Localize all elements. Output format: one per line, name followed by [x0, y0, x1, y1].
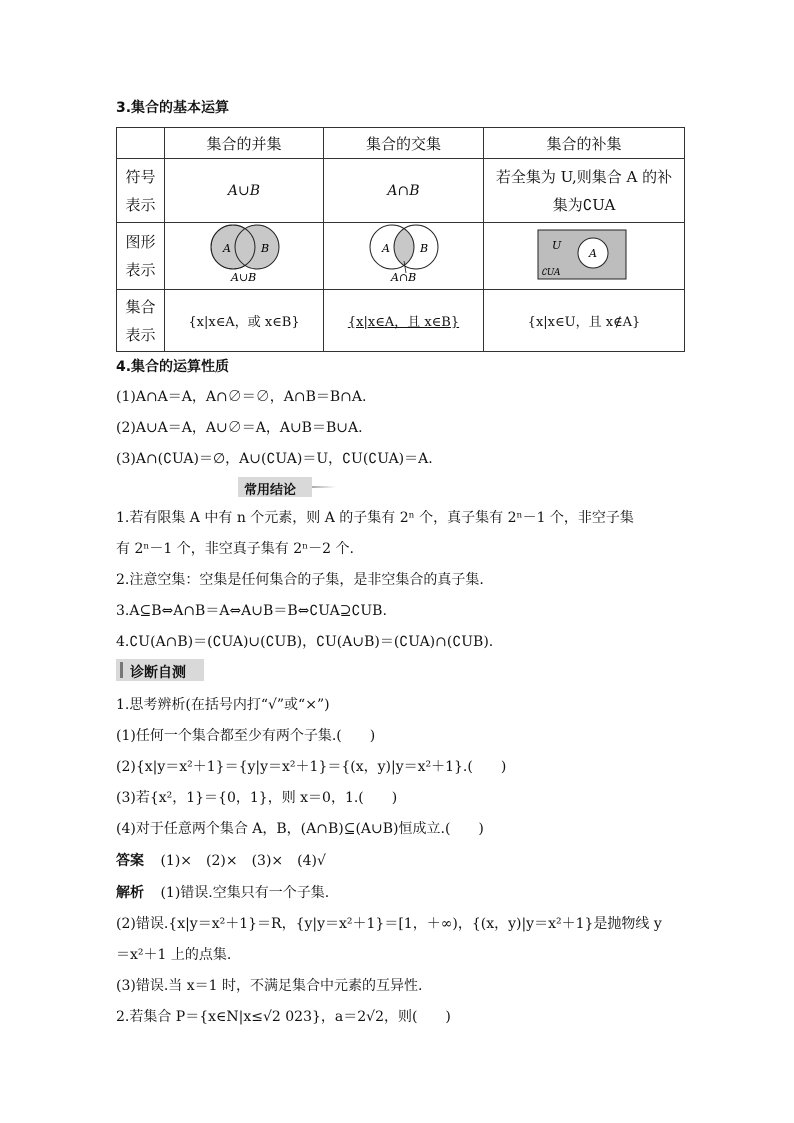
section4-title: 4.集合的运算性质: [116, 359, 230, 375]
question-line: 1.思考辨析(在括号内打“√”或“×”): [116, 697, 330, 713]
intersection-symbol: A∩B: [324, 159, 484, 223]
complement-venn-diagram: [484, 223, 685, 285]
analysis-line: (3)错误.当 x＝1 时，不满足集合中元素的互异性.: [116, 978, 423, 994]
property-line: (2)A∪A＝A，A∪∅＝A，A∪B＝B∪A.: [116, 420, 363, 436]
intersection-venn-diagram: [324, 223, 484, 285]
question-2: 2.若集合 P＝{x∈N|x≤√2 023}，a＝2√2，则( ): [116, 1009, 451, 1025]
union-set-notation: {x|x∈A，或 x∈B}: [165, 290, 324, 352]
header-union: 集合的并集: [165, 128, 324, 159]
tag-divider: [312, 486, 336, 488]
conclusion-line: 1.若有限集 A 中有 n 个元素，则 A 的子集有 2ⁿ 个，真子集有 2ⁿ－1 个，非空子集: [116, 510, 634, 526]
header-complement: 集合的补集: [484, 128, 685, 159]
conclusion-line: 有 2ⁿ－1 个，非空真子集有 2ⁿ－2 个.: [116, 541, 354, 557]
property-line: (3)A∩(∁UA)＝∅，A∪(∁UA)＝U，∁U(∁UA)＝A.: [116, 451, 433, 467]
venn-label-b: B: [420, 242, 429, 255]
question-line: (1)任何一个集合都至少有两个子集.( ): [116, 728, 376, 744]
venn-label-a: A: [223, 242, 231, 255]
intersection-set-notation: {x|x∈A，且 x∈B}: [324, 290, 484, 352]
diagnosis-tag: 诊断自测: [116, 659, 204, 681]
answer-text: (1)× (2)× (3)× (4)√: [160, 853, 326, 869]
analysis-text: (1)错误.空集只有一个子集.: [160, 885, 330, 901]
header-intersection: 集合的交集: [324, 128, 484, 159]
venn-label-a: A: [382, 242, 390, 255]
answer-row: [116, 850, 326, 870]
complement-set-notation: {x|x∈U，且 x∉A}: [484, 290, 685, 352]
analysis-line: (2)错误.{x|y＝x²＋1}＝R，{y|y＝x²＋1}＝[1，＋∞)，{(x，y)|y＝x²＋1}是抛物线 y: [116, 916, 662, 932]
conclusion-line: 4.∁U(A∩B)＝(∁UA)∪(∁UB)，∁U(A∪B)＝(∁UA)∩(∁UB).: [116, 634, 494, 650]
union-caption: A∪B: [231, 271, 257, 284]
analysis-line: ＝x²＋1 上的点集.: [116, 947, 232, 963]
set-operations-table: [116, 127, 685, 352]
question-line: (2){x|y＝x²＋1}＝{y|y＝x²＋1}＝{(x，y)|y＝x²＋1}.( ): [116, 759, 507, 775]
analysis-label: 解析: [116, 885, 144, 901]
venn-label-u: U: [552, 239, 562, 252]
row-label-symbol: 符号 表示: [117, 159, 165, 223]
union-venn-cell: [165, 223, 324, 290]
intersection-venn-cell: [324, 223, 484, 290]
conclusion-tag: 常用结论: [238, 477, 312, 497]
conclusion-line: 2.注意空集：空集是任何集合的子集，是非空集合的真子集.: [116, 572, 484, 588]
row-label-set: 集合 表示: [117, 290, 165, 352]
complement-symbol: 若全集为 U,则集合 A 的补 集为∁UA: [484, 159, 685, 223]
question-line: (4)对于任意两个集合 A，B，(A∩B)⊆(A∪B)恒成立.( ): [116, 821, 484, 837]
venn-label-a: A: [589, 247, 597, 260]
property-line: (1)A∩A＝A，A∩∅＝∅，A∩B＝B∩A.: [116, 389, 367, 405]
complement-venn-cell: [484, 223, 685, 290]
analysis-row: [116, 882, 329, 902]
union-venn-diagram: [165, 223, 324, 285]
question-line: (3)若{x²，1}＝{0，1}，则 x＝0，1.( ): [116, 790, 398, 806]
union-symbol: A∪B: [165, 159, 324, 223]
tag-bar-icon: [120, 662, 123, 678]
conclusion-line: 3.A⊆B⇔A∩B＝A⇔A∪B＝B⇔∁UA⊇∁UB.: [116, 603, 387, 619]
intersection-caption: A∩B: [391, 271, 417, 284]
complement-caption: ∁UA: [541, 268, 561, 278]
answer-label: 答案: [116, 853, 144, 869]
table-corner: [117, 128, 165, 159]
section3-title: 3.集合的基本运算: [116, 100, 230, 116]
venn-label-b: B: [261, 242, 270, 255]
row-label-graph: 图形 表示: [117, 223, 165, 290]
